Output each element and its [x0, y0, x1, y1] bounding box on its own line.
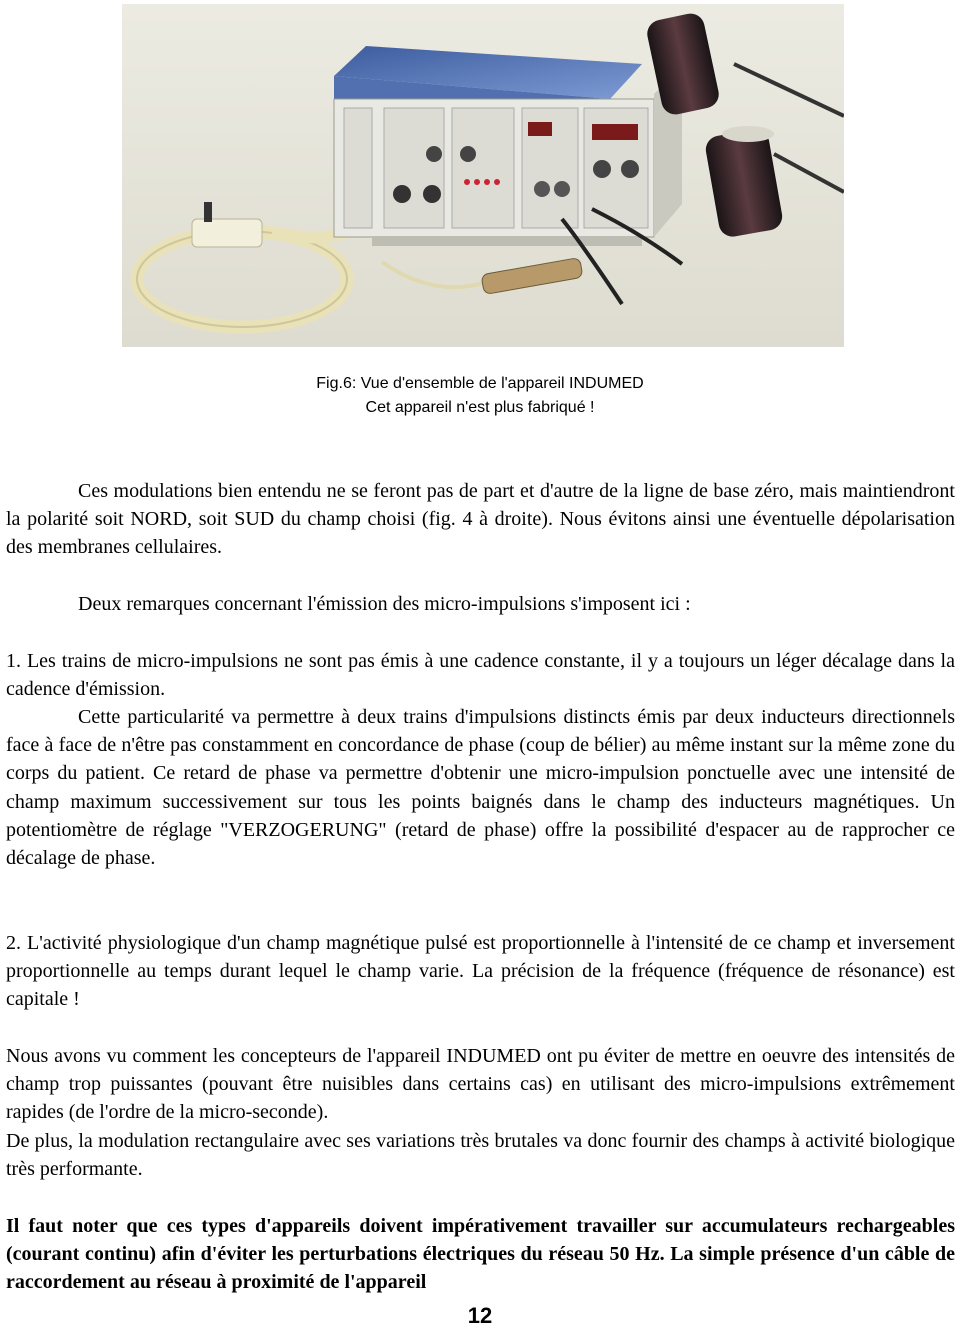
paragraph-remarque-2: 2. L'activité physiologique d'un champ magnétique pulsé est proportionnelle à l'intensité de ce champ et inversement proportionnelle au temps durant lequel le champ varie. La précision de la fréquence (fréquence de résonance) est capitale !: [6, 932, 955, 1011]
caption-title: Fig.6: Vue d'ensemble de l'appareil INDUMED: [316, 375, 644, 392]
figure-caption: [0, 372, 960, 420]
paragraph-accumulateurs-warning: Il faut noter que ces types d'appareils doivent impérativement travailler sur accumulateurs rechargeables (courant continu) afin d'éviter les perturbations électriques du réseau 50 Hz. La simple présence d'un câble de raccordement au réseau à proximité de l'appareil: [6, 1215, 955, 1294]
paragraph-particularite: Cette particularité va permettre à deux trains d'impulsions distincts émis par deux inducteurs directionnels face à face de n'être pas constamment en concordance de phase (coup de bélier) au même instant sur la même zone du corps du patient. Ce retard de phase va permettre d'obtenir une micro-impulsion ponctuelle avec une intensité de champ maximum successivement sur tous les points baignés dans le champ des inducteurs magnétiques. Un potentiomètre de réglage "VERZOGERUNG" (retard de phase) offre la possibilité d'espacer au de rapprocher ce décalage de phase.: [6, 706, 955, 870]
paragraph-remarques: Deux remarques concernant l'émission des micro-impulsions s'imposent ici :: [78, 593, 691, 615]
paragraph-remarque-1: 1. Les trains de micro-impulsions ne sont pas émis à une cadence constante, il y a toujours un léger décalage dans la cadence d'émission.: [6, 650, 955, 701]
caption-note: Cet appareil n'est plus fabriqué !: [365, 399, 595, 416]
paragraph-modulation-rectangulaire: De plus, la modulation rectangulaire avec ses variations très brutales va donc fournir des champs à activité biologique très performante.: [6, 1130, 955, 1181]
device-photo: [122, 4, 844, 347]
paragraph-concepteurs: Nous avons vu comment les concepteurs de l'appareil INDUMED ont pu éviter de mettre en oeuvre des intensités de champ trop puissantes (pouvant être nuisibles dans certains cas) en utilisant des micro-impulsions extrêmement rapides (de l'ordre de la micro-seconde).: [6, 1045, 955, 1124]
page-number: 12: [467, 1303, 493, 1328]
indumed-device-illustration: [122, 4, 844, 347]
paragraph-modulations: Ces modulations bien entendu ne se feront pas de part et d'autre de la ligne de base zéro, mais maintiendront la polarité soit NORD, soit SUD du champ choisi (fig. 4 à droite). Nous évitons ainsi une éventuelle dépolarisation des membranes cellulaires.: [6, 480, 955, 559]
